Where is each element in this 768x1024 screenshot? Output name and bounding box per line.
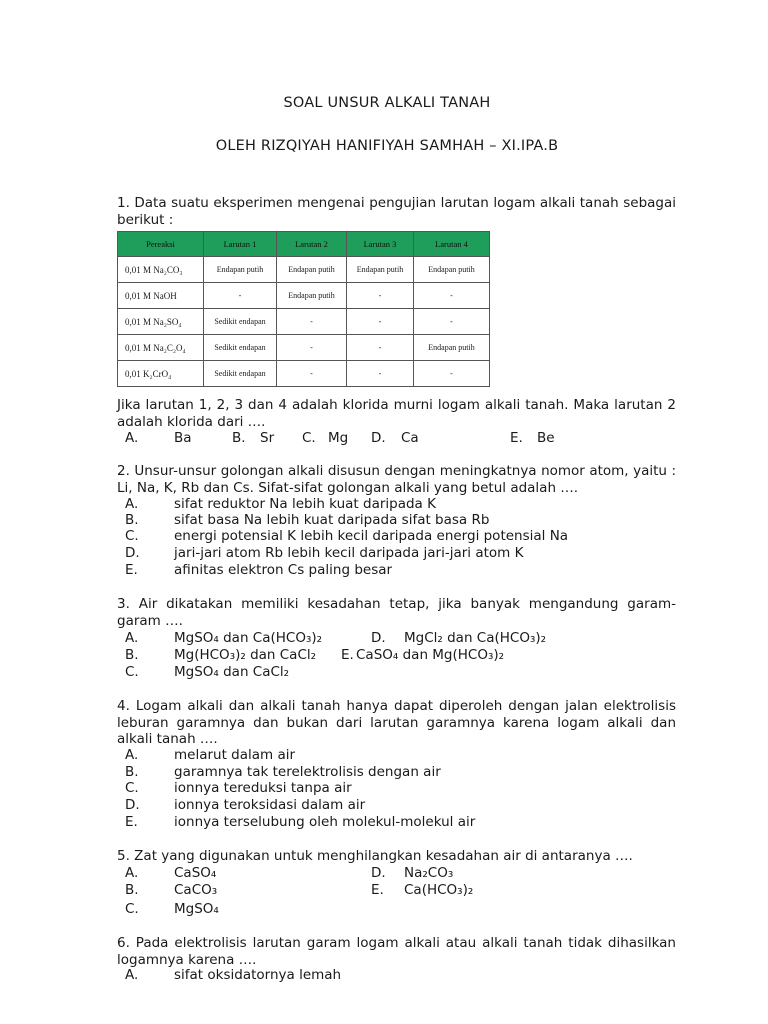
option-label: B. (125, 764, 139, 780)
option-text: sifat oksidatornya lemah (174, 967, 342, 983)
table-row (118, 335, 490, 361)
option-text: CaSO₄ (174, 865, 217, 881)
table-cell: - (347, 361, 414, 387)
table-row (118, 257, 490, 283)
option-label: E. (125, 814, 138, 830)
table-cell: - (347, 335, 414, 361)
question-2-text: 2. Unsur-unsur golongan alkali disusun dengan meningkatnya nomor atom, yaitu : Li, Na, K, Rb dan Cs. Sifat-sifat golongan alkali yang betul adalah …. (117, 463, 676, 496)
table-cell-reagent: 0,01 M Na₂CO₃ (118, 257, 204, 283)
option-text: CaSO₄ dan Mg(HCO₃)₂ (356, 647, 505, 663)
option-text: MgCl₂ dan Ca(HCO₃)₂ (404, 630, 547, 646)
question-1-text: 1. Data suatu eksperimen mengenai pengujian larutan logam alkali tanah sebagai berikut : (117, 195, 676, 228)
table-cell: Sedikit endapan (204, 361, 277, 387)
table-cell-reagent: 0,01 M NaOH (118, 283, 204, 309)
option-label: D. (371, 865, 386, 881)
option-label: A. (125, 430, 139, 446)
table-header: Larutan 2 (277, 232, 347, 257)
option-label: D. (125, 545, 140, 561)
table-cell: - (347, 309, 414, 335)
option-label: E. (510, 430, 523, 446)
question-4-text: 4. Logam alkali dan alkali tanah hanya dapat diperoleh dengan jalan elektrolisis leburan garamnya dan bukan dari larutan garamnya karena logam alkali dan alkali tanah …. (117, 698, 676, 747)
option-text: energi potensial K lebih kecil daripada energi potensial Na (174, 528, 569, 544)
table-cell: Endapan putih (414, 335, 490, 361)
question-5-text: 5. Zat yang digunakan untuk menghilangkan kesadahan air di antaranya …. (117, 848, 633, 864)
option-text: afinitas elektron Cs paling besar (174, 562, 393, 578)
table-header: Larutan 3 (347, 232, 414, 257)
option-label: D. (371, 630, 386, 646)
option-text: sifat reduktor Na lebih kuat daripada K (174, 496, 436, 512)
option-text: sifat basa Na lebih kuat daripada sifat basa Rb (174, 512, 490, 528)
table-cell: - (204, 283, 277, 309)
question-1-followup: Jika larutan 1, 2, 3 dan 4 adalah klorida murni logam alkali tanah. Maka larutan 2 adalah klorida dari …. (117, 397, 676, 430)
option-text: Ba (174, 430, 192, 446)
table-cell: - (414, 283, 490, 309)
table-cell: Sedikit endapan (204, 335, 277, 361)
option-text: Mg(HCO₃)₂ dan CaCl₂ (174, 647, 317, 663)
option-text: CaCO₃ (174, 882, 218, 898)
option-text: Ca (401, 430, 419, 446)
option-label: B. (125, 512, 139, 528)
option-text: MgSO₄ (174, 901, 219, 917)
table-header: Larutan 1 (204, 232, 277, 257)
option-label: C. (125, 664, 139, 680)
option-text: garamnya tak terelektrolisis dengan air (174, 764, 441, 780)
table-cell: Endapan putih (277, 257, 347, 283)
table-cell: Endapan putih (204, 257, 277, 283)
table-header: Pereaksi (118, 232, 204, 257)
document-title: SOAL UNSUR ALKALI TANAH (283, 95, 491, 111)
option-label: B. (125, 882, 139, 898)
option-text: ionnya tereduksi tanpa air (174, 780, 352, 796)
table-header-row (118, 232, 490, 257)
table-header: Larutan 4 (414, 232, 490, 257)
table-cell-reagent: 0,01 M Na₂C₂O₄ (118, 335, 204, 361)
table-cell: - (277, 361, 347, 387)
table-row (118, 309, 490, 335)
option-label: C. (125, 528, 139, 544)
option-label: D. (125, 797, 140, 813)
table-cell: Endapan putih (277, 283, 347, 309)
table-cell: Endapan putih (414, 257, 490, 283)
option-text: Mg (328, 430, 349, 446)
table-cell-reagent: 0,01 M Na₂SO₄ (118, 309, 204, 335)
option-label: E. (125, 562, 138, 578)
option-label: A. (125, 865, 139, 881)
table-cell-reagent: 0,01 K₂CrO₄ (118, 361, 204, 387)
option-text: ionnya terselubung oleh molekul-molekul air (174, 814, 476, 830)
option-text: MgSO₄ dan Ca(HCO₃)₂ (174, 630, 323, 646)
option-label: A. (125, 630, 139, 646)
table-cell: - (277, 335, 347, 361)
question-6-text: 6. Pada elektrolisis larutan garam logam alkali atau alkali tanah tidak dihasilkan logamnya karena …. (117, 935, 676, 968)
option-label: E. (341, 647, 354, 663)
document-author: OLEH RIZQIYAH HANIFIYAH SAMHAH – XI.IPA.B (215, 138, 559, 154)
table-cell: - (414, 361, 490, 387)
question-3-text: 3. Air dikatakan memiliki kesadahan tetap, jika banyak mengandung garam-garam …. (117, 596, 676, 629)
option-text: Sr (260, 430, 275, 446)
table-row (118, 283, 490, 309)
table-cell: - (277, 309, 347, 335)
option-label: D. (371, 430, 386, 446)
option-text: ionnya teroksidasi dalam air (174, 797, 366, 813)
option-text: jari-jari atom Rb lebih kecil daripada jari-jari atom K (174, 545, 524, 561)
table-cell: - (414, 309, 490, 335)
option-label: A. (125, 496, 139, 512)
table-row (118, 361, 490, 387)
option-label: E. (371, 882, 384, 898)
table-cell: Endapan putih (347, 257, 414, 283)
option-label: A. (125, 967, 139, 983)
option-label: B. (232, 430, 246, 446)
table-cell: Sedikit endapan (204, 309, 277, 335)
option-text: MgSO₄ dan CaCl₂ (174, 664, 290, 680)
option-text: Ca(HCO₃)₂ (404, 882, 474, 898)
option-label: B. (125, 647, 139, 663)
option-label: A. (125, 747, 139, 763)
table-cell: - (347, 283, 414, 309)
option-text: melarut dalam air (174, 747, 296, 763)
option-label: C. (125, 901, 139, 917)
option-label: C. (302, 430, 316, 446)
option-text: Na₂CO₃ (404, 865, 454, 881)
option-text: Be (537, 430, 555, 446)
experiment-table (117, 231, 490, 387)
option-label: C. (125, 780, 139, 796)
